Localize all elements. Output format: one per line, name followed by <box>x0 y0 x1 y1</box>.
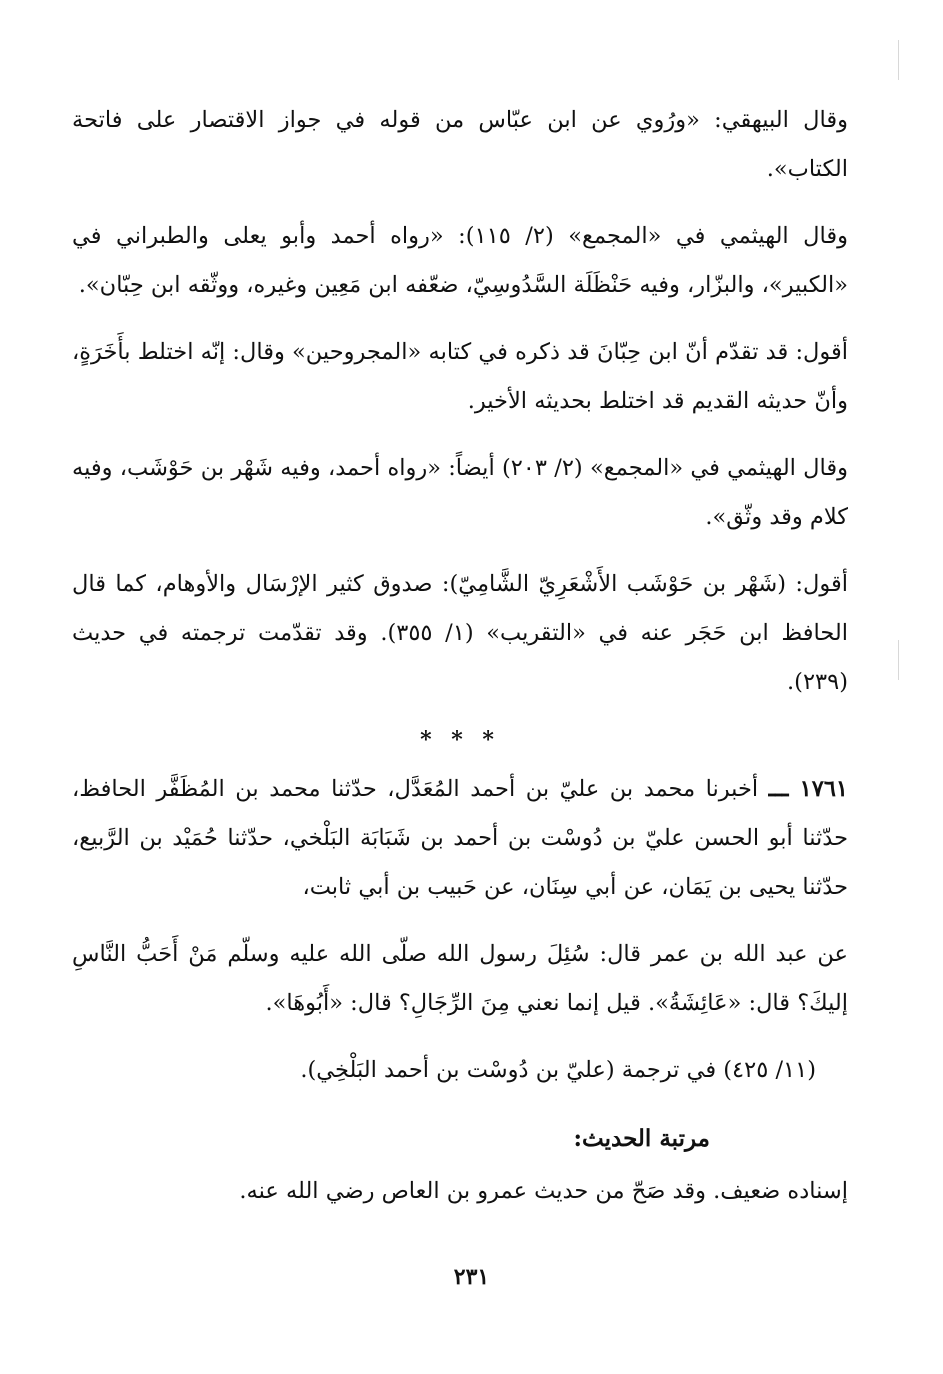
paragraph-haythami-2: وقال الهيثمي في «المجمع» (٢/ ٢٠٣) أيضاً: «رواه أحمد، وفيه شَهْر بن حَوْشَب، وفيه كلام وقد وثّق». <box>72 455 848 530</box>
document-page <box>72 96 848 1234</box>
grade-text: إسناده ضعيف. وقد صَحّ من حديث عمرو بن العاص رضي الله عنه. <box>239 1178 848 1204</box>
page-number: ٢٣١ <box>453 1264 490 1290</box>
section-separator: * * * <box>420 727 500 753</box>
paragraph-aqul-1: أقول: قد تقدّم أنّ ابن حِبّانَ قد ذكره في كتابه «المجروحين» وقال: إنّه اختلط بأَخَرَةٍ، وأنّ حديثه القديم قد اختلط بحديثه الأخير. <box>72 339 848 414</box>
hadith-isnad-text: أخبرنا محمد بن عليّ بن أحمد المُعَدَّل، حدّثنا محمد بن المُظَفَّر الحافظ، حدّثنا أبو الحسن عليّ بن دُوسْت بن أحمد بن شَبَابَة البَلْخي، حدّثنا حُمَيْد بن الرَّبيع، حدّثنا يحيى بن يَمَان، عن أبي سِنَان، عن حَبيب بن أبي ثابت، <box>72 776 848 900</box>
page-edge-line-top <box>898 40 899 80</box>
grade-title: مرتبة الحديث: <box>573 1125 710 1152</box>
paragraph-bayhaqi: وقال البيهقي: «ورُوي عن ابن عبّاس من قوله في جواز الاقتصار على فاتحة الكتاب». <box>72 107 848 182</box>
hadith-matn: عن عبد الله بن عمر قال: سُئِلَ رسول الله صلّى الله عليه وسلّم مَنْ أَحَبُّ النَّاسِ إليكَ؟ قال: «عَائِشَةُ». قيل إنما نعني مِنَ الرِّجَالِ؟ قال: «أَبُوهَا». <box>72 941 848 1016</box>
hadith-number: ١٧٦١ ـــ <box>768 776 849 802</box>
paragraph-aqul-2: أقول: (شَهْر بن حَوْشَب الأَشْعَرِيّ الشَّامِيّ): صدوق كثير الإرْسَال والأوهام، كما قال الحافظ ابن حَجَر عنه في «التقريب» (١/ ٣٥٥). وقد تقدّمت ترجمته في حديث (٢٣٩). <box>72 571 848 695</box>
hadith-reference: (١١/ ٤٢٥) في ترجمة (عليّ بن دُوسْت بن أحمد البَلْخِي). <box>300 1057 816 1083</box>
paragraph-haythami-1: وقال الهيثمي في «المجمع» (٢/ ١١٥): «رواه أحمد وأبو يعلى والطبراني في «الكبير»، والبزّار، وفيه حَنْظَلَة السَّدُوسِيّ، ضعّفه ابن مَعِين وغيره، ووثّقه ابن حِبّان». <box>72 223 848 298</box>
page-edge-line-middle <box>898 640 899 680</box>
hadith-isnad <box>72 765 848 912</box>
